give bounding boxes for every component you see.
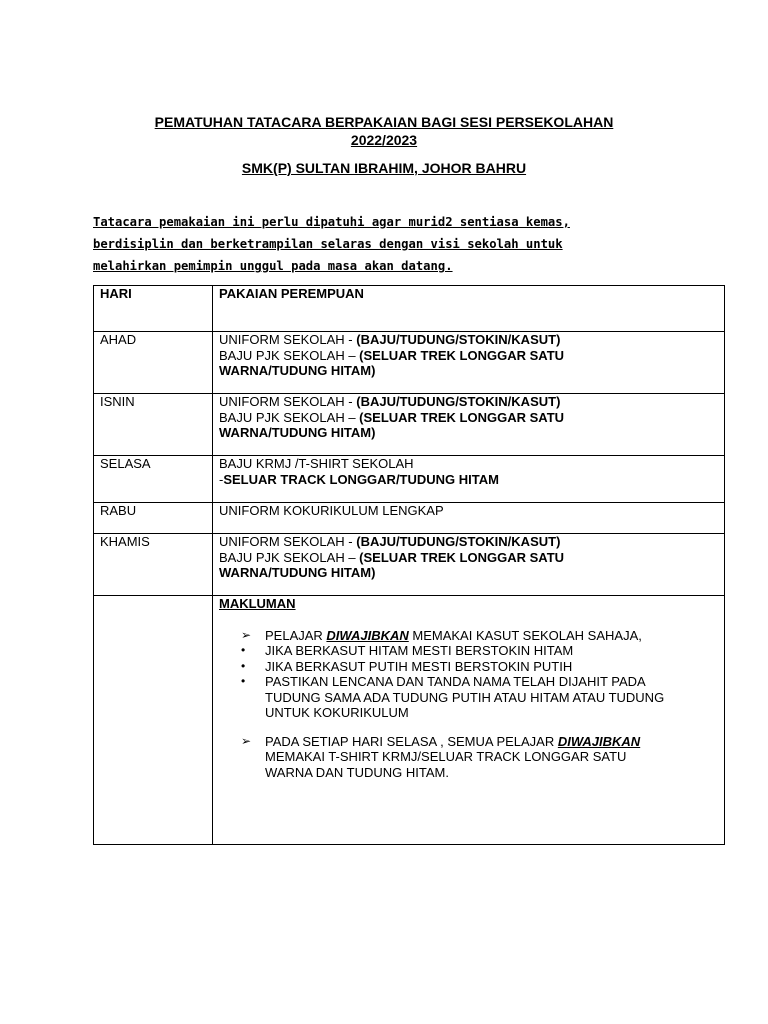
notes-cell xyxy=(213,596,725,845)
attire-cell: UNIFORM SEKOLAH - (BAJU/TUDUNG/STOKIN/KASUT) BAJU PJK SEKOLAH – (SELUAR TREK LONGGAR SATU WARNA/TUDUNG HITAM) xyxy=(213,534,725,596)
intro-line-3: melahirkan pemimpin unggul pada masa akan datang. xyxy=(93,259,453,273)
attire-schedule-table xyxy=(93,285,725,845)
table-row xyxy=(94,456,725,503)
attire-cell: UNIFORM KOKURIKULUM LENGKAP xyxy=(213,503,725,534)
arrow-bullet-icon: ➢ xyxy=(241,733,252,748)
notes-heading: MAKLUMAN xyxy=(219,596,296,611)
list-item: • PASTIKAN LENCANA DAN TANDA NAMA TELAH DIJAHIT PADA TUDUNG SAMA ADA TUDUNG PUTIH ATAU HITAM ATAU TUDUNG UNTUK KOKURIKULUM xyxy=(241,674,665,720)
document-session-year: 2022/2023 xyxy=(350,132,418,148)
list-item: • JIKA BERKASUT PUTIH MESTI BERSTOKIN PUTIH xyxy=(241,658,573,674)
day-cell: RABU xyxy=(94,503,213,534)
table-row xyxy=(94,534,725,596)
day-cell: ISNIN xyxy=(94,394,213,456)
arrow-bullet-icon: ➢ xyxy=(241,627,252,642)
school-name: SMK(P) SULTAN IBRAHIM, JOHOR BAHRU xyxy=(241,160,527,176)
notes-row xyxy=(94,596,725,845)
attire-cell: BAJU KRMJ /T-SHIRT SEKOLAH -SELUAR TRACK LONGGAR/TUDUNG HITAM xyxy=(213,456,725,503)
list-item: ➢ PELAJAR DIWAJIBKAN MEMAKAI KASUT SEKOLAH SAHAJA, xyxy=(241,627,642,643)
notes-list xyxy=(219,628,718,781)
attire-cell: UNIFORM SEKOLAH - (BAJU/TUDUNG/STOKIN/KASUT) BAJU PJK SEKOLAH – (SELUAR TREK LONGGAR SATU WARNA/TUDUNG HITAM) xyxy=(213,332,725,394)
bullet-icon: • xyxy=(241,658,246,673)
table-row xyxy=(94,394,725,456)
table-header-row xyxy=(94,286,725,332)
day-cell: AHAD xyxy=(94,332,213,394)
intro-line-1: Tatacara pemakaian ini perlu dipatuhi agar murid2 sentiasa kemas, xyxy=(93,215,570,229)
table-row xyxy=(94,332,725,394)
table-row xyxy=(94,503,725,534)
day-cell: KHAMIS xyxy=(94,534,213,596)
day-cell: SELASA xyxy=(94,456,213,503)
bullet-icon: • xyxy=(241,674,246,688)
header-attire: PAKAIAN PEREMPUAN xyxy=(213,286,725,332)
bullet-icon: • xyxy=(241,643,246,657)
intro-line-2: berdisiplin dan berketrampilan selaras dengan visi sekolah untuk xyxy=(93,237,563,251)
header-day: HARI xyxy=(94,286,213,332)
attire-cell: UNIFORM SEKOLAH - (BAJU/TUDUNG/STOKIN/KASUT) BAJU PJK SEKOLAH – (SELUAR TREK LONGGAR SATU WARNA/TUDUNG HITAM) xyxy=(213,394,725,456)
list-item: • JIKA BERKASUT HITAM MESTI BERSTOKIN HITAM xyxy=(241,643,574,658)
notes-empty-cell xyxy=(94,596,213,845)
document-title: PEMATUHAN TATACARA BERPAKAIAN BAGI SESI PERSEKOLAHAN xyxy=(154,114,614,130)
list-item: ➢ PADA SETIAP HARI SELASA , SEMUA PELAJAR DIWAJIBKAN MEMAKAI T-SHIRT KRMJ/SELUAR TRACK LONGGAR SATU WARNA DAN TUDUNG HITAM. xyxy=(241,733,641,780)
